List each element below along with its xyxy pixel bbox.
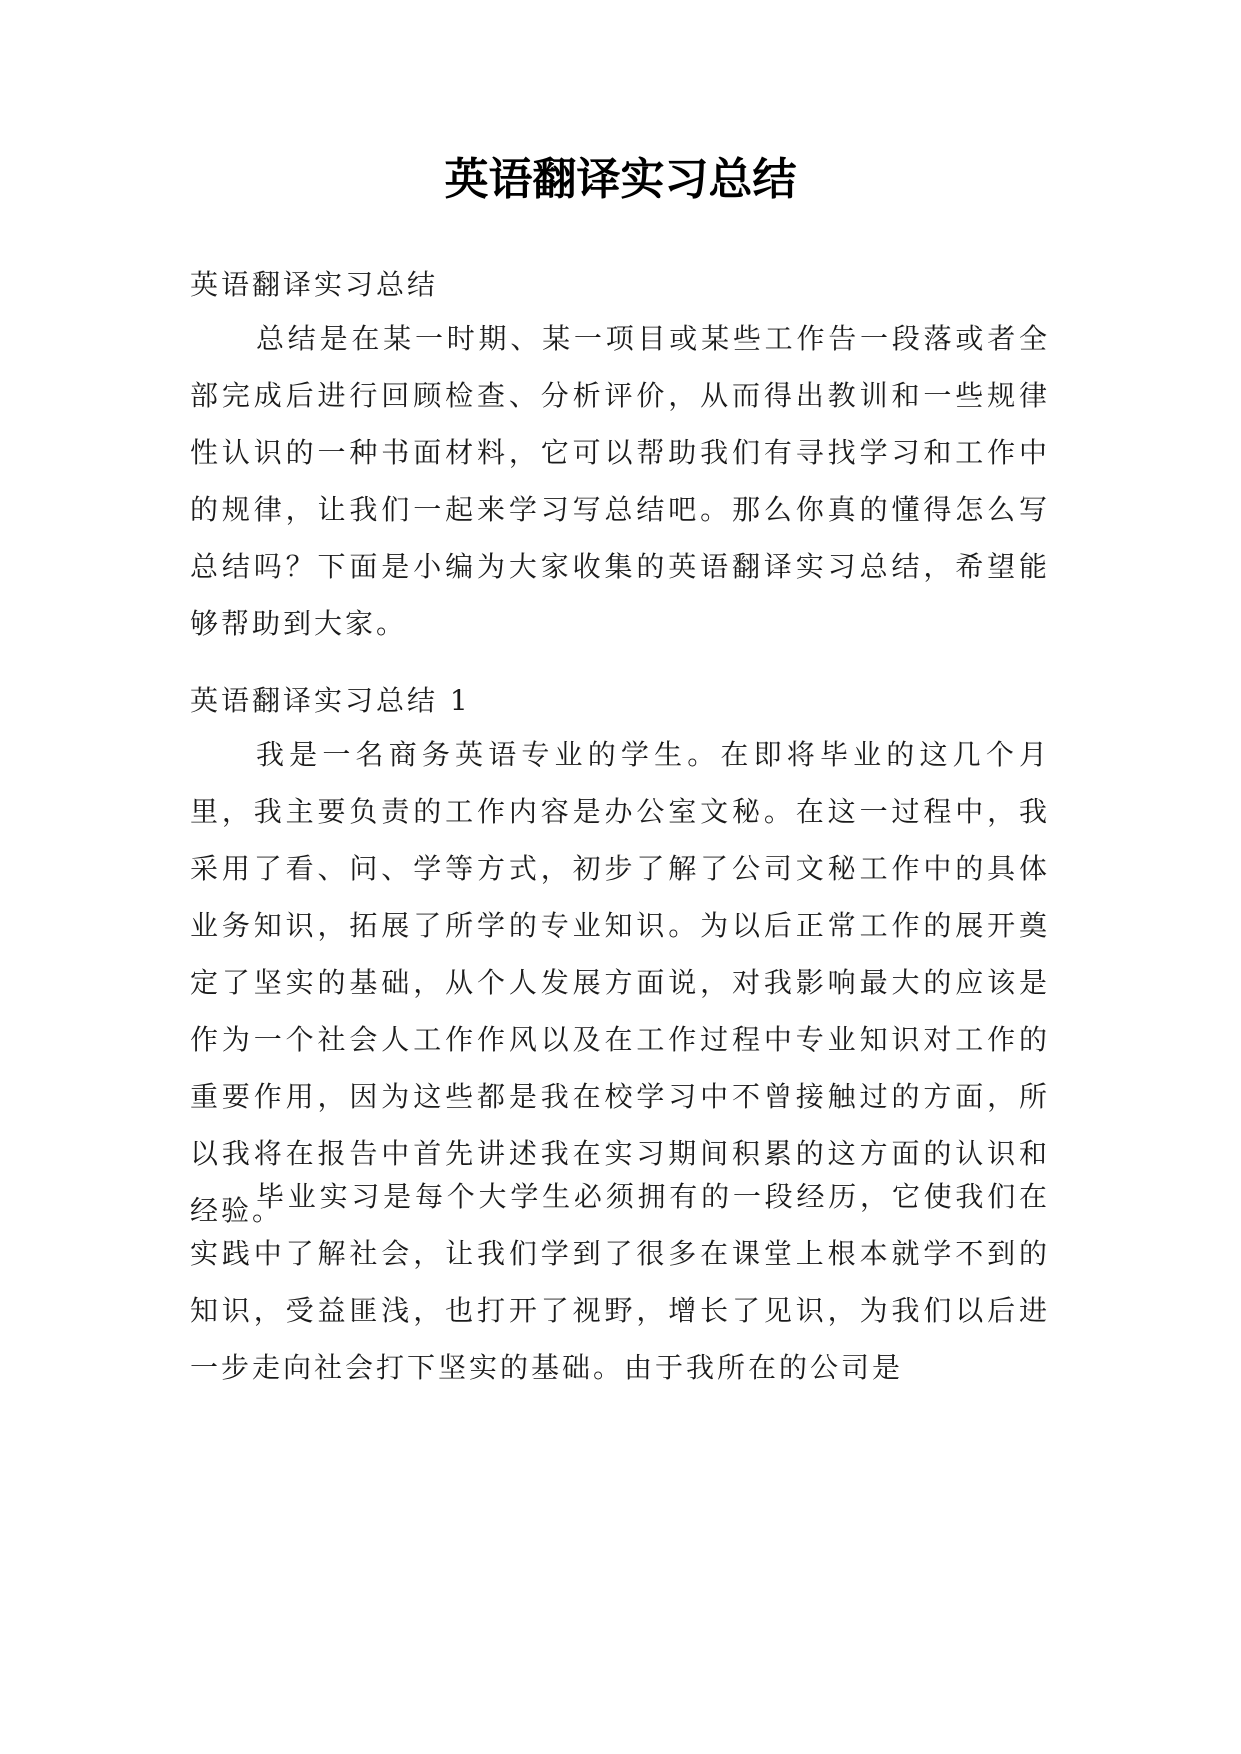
section1-paragraph-2: 毕业实习是每个大学生必须拥有的一段经历，它使我们在实践中了解社会，让我们学到了很多在课堂上根本就学不到的知识，受益匪浅，也打开了视野，增长了见识，为我们以后进一步走向社会打下坚实的基础。由于我所在的公司是	[190, 1180, 1050, 1384]
intro-paragraph: 总结是在某一时期、某一项目或某些工作告一段落或者全部完成后进行回顾检查、分析评价，从而得出教训和一些规律性认识的一种书面材料，它可以帮助我们有寻找学习和工作中的规律，让我们一起来学习写总结吧。那么你真的懂得怎么写总结吗？下面是小编为大家收集的英语翻译实习总结，希望能够帮助到大家。	[190, 322, 1050, 640]
document-title: 英语翻译实习总结	[444, 154, 797, 205]
intro-heading: 英语翻译实习总结	[190, 268, 439, 301]
section1-paragraph-1: 我是一名商务英语专业的学生。在即将毕业的这几个月里，我主要负责的工作内容是办公室文秘。在这一过程中，我采用了看、问、学等方式，初步了解了公司文秘工作中的具体业务知识，拓展了所学的专业知识。为以后正常工作的展开奠定了坚实的基础，从个人发展方面说，对我影响最大的应该是作为一个社会人工作作风以及在工作过程中专业知识对工作的重要作用，因为这些都是我在校学习中不曾接触过的方面，所以我将在报告中首先讲述我在实习期间积累的这方面的认识和经验。	[190, 738, 1050, 1227]
section1-heading: 英语翻译实习总结 1	[190, 684, 471, 717]
